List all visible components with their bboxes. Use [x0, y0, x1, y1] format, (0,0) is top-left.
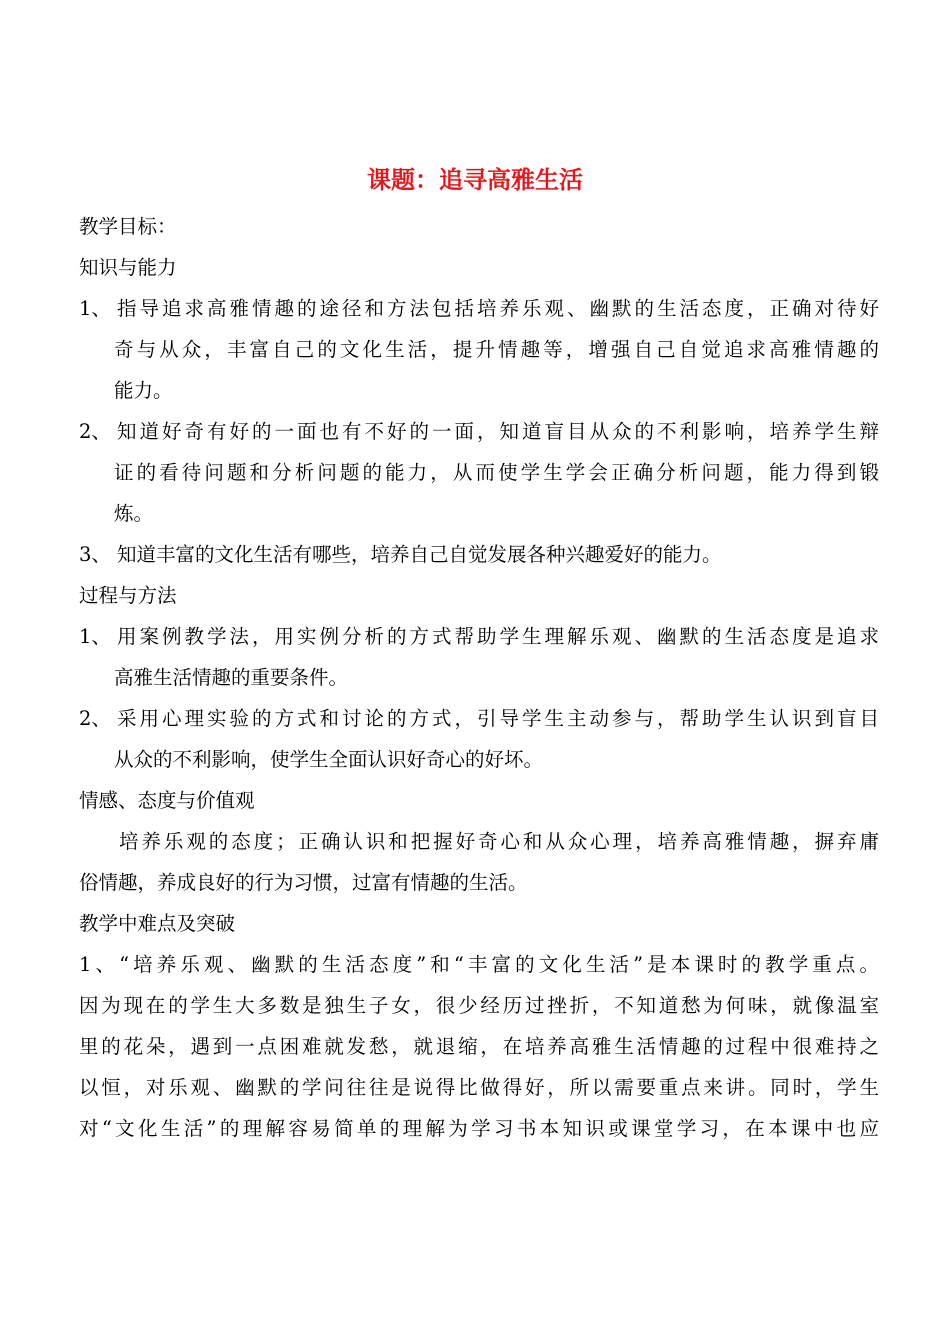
list-item-line: 高雅生活情趣的重要条件。 [114, 666, 349, 689]
list-item-line: 从众的不利影响，使学生全面认识好奇心的好坏。 [114, 748, 544, 771]
knowledge-item-2 [79, 411, 879, 534]
list-item-text: 知道丰富的文化生活有哪些，培养自己自觉发展各种兴趣爱好的能力。 [117, 543, 722, 566]
knowledge-heading: 知识与能力 [79, 256, 177, 279]
list-number: 1、 [79, 297, 111, 320]
paragraph-line: 里的花朵，遇到一点困难就发愁，就退缩，在培养高雅生活情趣的过程中很难持之 [79, 1035, 879, 1058]
process-item-1 [79, 616, 879, 698]
list-item-line [79, 616, 879, 657]
difficulty-heading: 教学中难点及突破 [79, 912, 236, 935]
list-item-line [79, 288, 879, 329]
knowledge-item-1 [79, 288, 879, 411]
list-number: 2、 [79, 420, 111, 443]
paragraph-line: 对“文化生活”的理解容易简单的理解为学习书本知识或课堂学习，在本课中也应 [79, 1117, 879, 1140]
paragraph-line: 培养乐观的态度；正确认识和把握好奇心和从众心理，培养高雅情趣，摒弃庸 [119, 830, 879, 853]
list-item-text: 采用心理实验的方式和讨论的方式，引导学生主动参与，帮助学生认识到盲目 [117, 707, 879, 730]
list-item-line: 能力。 [114, 379, 173, 402]
list-item-line [79, 698, 879, 739]
paragraph-line: 因为现在的学生大多数是独生子女，很少经历过挫折，不知道愁为何味，就像温室 [79, 994, 879, 1017]
list-item-text: 用案例教学法，用实例分析的方式帮助学生理解乐观、幽默的生活态度是追求 [117, 625, 879, 648]
process-heading: 过程与方法 [79, 584, 177, 607]
list-item-line: 奇与从众，丰富自己的文化生活，提升情趣等，增强自己自觉追求高雅情趣的 [114, 338, 879, 361]
paragraph-line: 俗情趣，养成良好的行为习惯，过富有情趣的生活。 [79, 871, 528, 894]
list-number: 3、 [79, 543, 111, 566]
goal-heading: 教学目标： [79, 215, 177, 238]
process-item-2 [79, 698, 879, 780]
emotion-heading: 情感、态度与价值观 [79, 789, 255, 812]
list-item-text: 知道好奇有好的一面也有不好的一面，知道盲目从众的不利影响，培养学生辩 [117, 420, 879, 443]
document-body [79, 206, 879, 1149]
list-item-text: 指导追求高雅情趣的途径和方法包括培养乐观、幽默的生活态度，正确对待好 [117, 297, 879, 320]
paragraph-line: 以恒，对乐观、幽默的学问往往是说得比做得好，所以需要重点来讲。同时，学生 [79, 1076, 879, 1099]
paragraph-line: 1、“培养乐观、幽默的生活态度”和“丰富的文化生活”是本课时的教学重点。 [79, 953, 879, 976]
page-title: 课题：追寻高雅生活 [367, 166, 583, 194]
list-item-line [79, 411, 879, 452]
list-item-line: 证的看待问题和分析问题的能力，从而使学生学会正确分析问题，能力得到锻 [114, 461, 879, 484]
knowledge-item-3 [79, 534, 879, 575]
list-number: 2、 [79, 707, 111, 730]
list-item-line: 炼。 [114, 502, 154, 525]
list-number: 1、 [79, 625, 111, 648]
list-item-line [79, 534, 879, 575]
